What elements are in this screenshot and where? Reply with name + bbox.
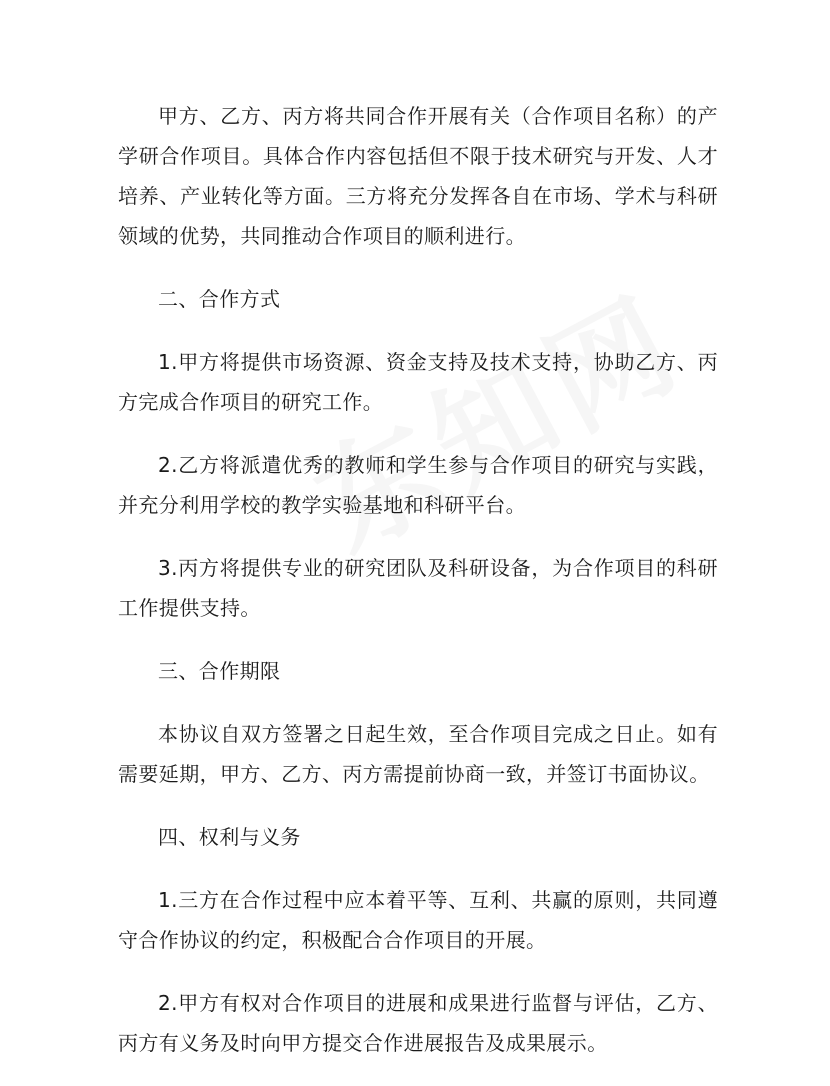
section-heading-rights-obligations: 四、权利与义务 [158, 825, 301, 849]
rights-item-2: 2.甲方有权对合作项目的进展和成果进行监督与评估，乙方、丙方有义务及时向甲方提交合作进展报告及成果展示。 [118, 991, 718, 1055]
section-heading-cooperation-term: 三、合作期限 [158, 659, 281, 683]
section-heading-cooperation-method: 二、合作方式 [158, 287, 281, 311]
method-item-2: 2.乙方将派遣优秀的教师和学生参与合作项目的研究与实践，并充分利用学校的教学实验基地和科研平台。 [118, 453, 718, 517]
term-paragraph: 本协议自双方签署之日起生效，至合作项目完成之日止。如有需要延期，甲方、乙方、丙方需提前协商一致，并签订书面协议。 [118, 722, 718, 786]
method-item-1: 1.甲方将提供市场资源、资金支持及技术支持，协助乙方、丙方完成合作项目的研究工作。 [118, 350, 718, 414]
intro-paragraph: 甲方、乙方、丙方将共同合作开展有关（合作项目名称）的产学研合作项目。具体合作内容包括但不限于技术研究与开发、人才培养、产业转化等方面。三方将充分发挥各自在市场、学术与科研领域的优势，共同推动合作项目的顺利进行。 [118, 104, 718, 248]
method-item-3: 3.丙方将提供专业的研究团队及科研设备，为合作项目的科研工作提供支持。 [118, 556, 718, 620]
rights-item-1: 1.三方在合作过程中应本着平等、互利、共赢的原则，共同遵守合作协议的约定，积极配合合作项目的开展。 [118, 888, 718, 952]
document-body [118, 96, 718, 1086]
